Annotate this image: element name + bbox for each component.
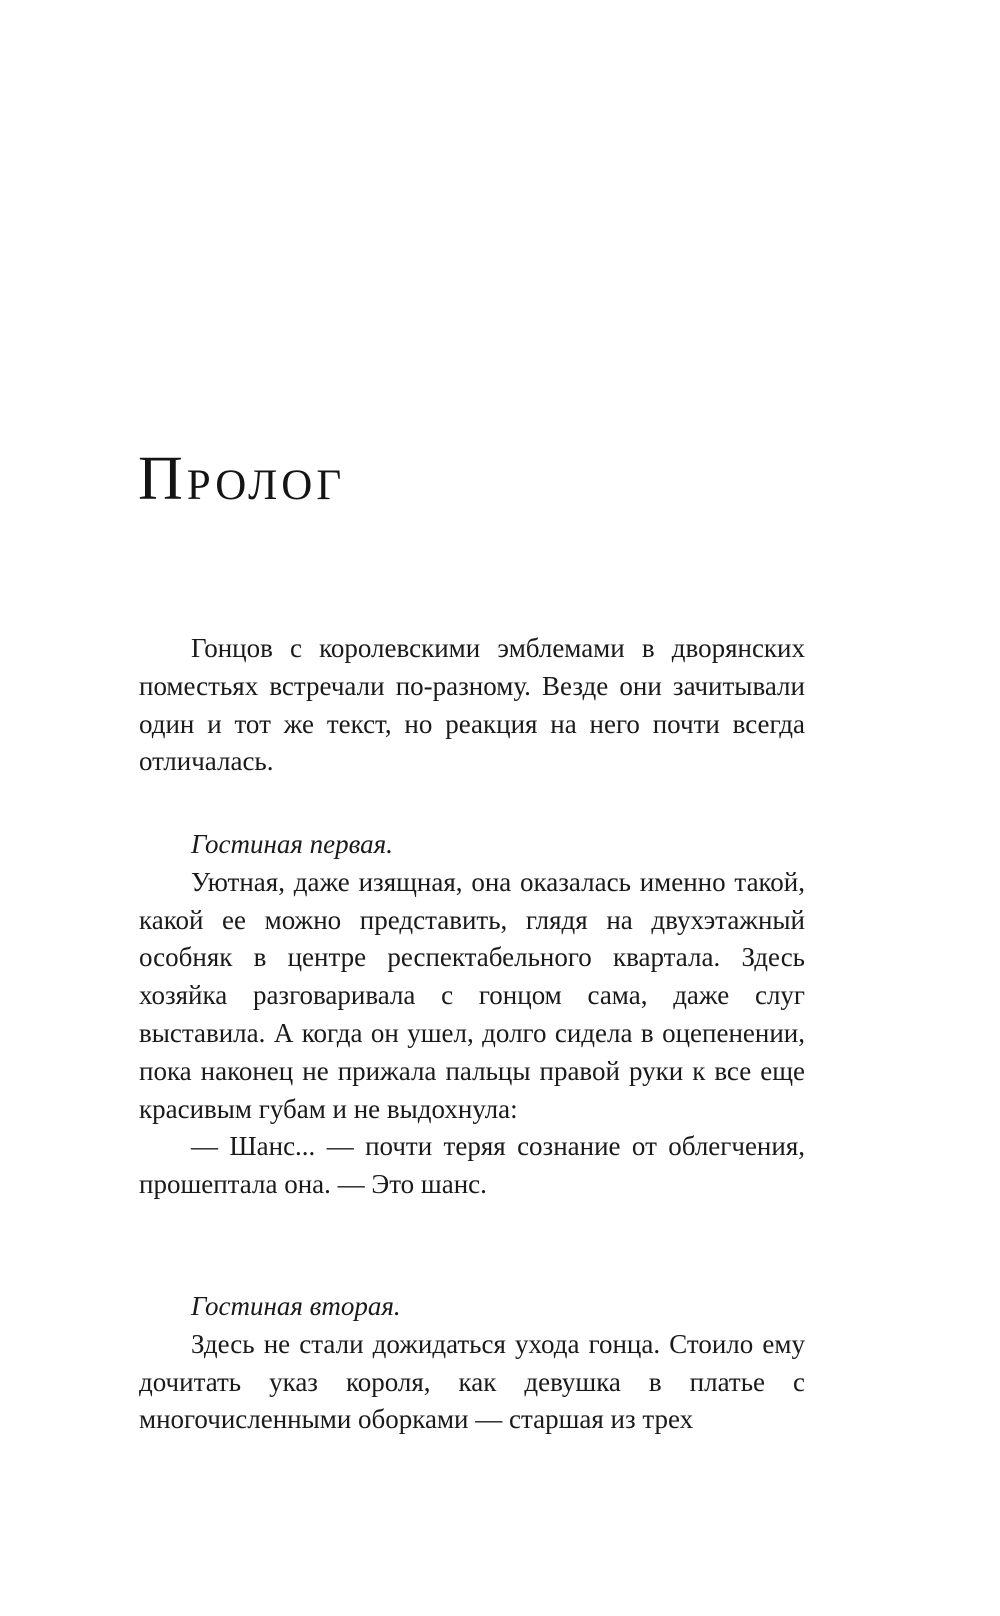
section-first-living-room xyxy=(139,826,805,1204)
body-paragraph: Уютная, даже изящная, она оказалась именно такой, какой ее можно представить, глядя на двухэтажный особняк в центре респектабельного квартала. Здесь хозяйка разговаривала с гонцом сама, даже слуг выставила. А когда он ушел, долго сидела в оцепенении, пока наконец не прижала пальцы правой руки к все еще красивым губам и не выдохнула: xyxy=(139,866,805,1124)
section-heading: Гостиная вторая. xyxy=(191,1291,401,1321)
intro-block xyxy=(139,630,805,781)
body-paragraph: Здесь не стали дожидаться ухода гонца. Стоило ему дочитать указ короля, как девушка в платье с многочисленными оборками — старшая из трех xyxy=(139,1328,805,1435)
dialogue-paragraph: — Шанс... — почти теряя сознание от облегчения, прошептала она. — Это шанс. xyxy=(139,1131,805,1200)
intro-paragraph: Гонцов с королевскими эмблемами в дворянских поместьях встречали по-разному. Везде они зачитывали один и тот же текст, но реакция на него почти всегда отличалась. xyxy=(139,633,805,777)
section-second-living-room xyxy=(139,1288,805,1439)
section-heading: Гостиная первая. xyxy=(191,829,393,859)
chapter-title: Пролог xyxy=(138,445,346,513)
